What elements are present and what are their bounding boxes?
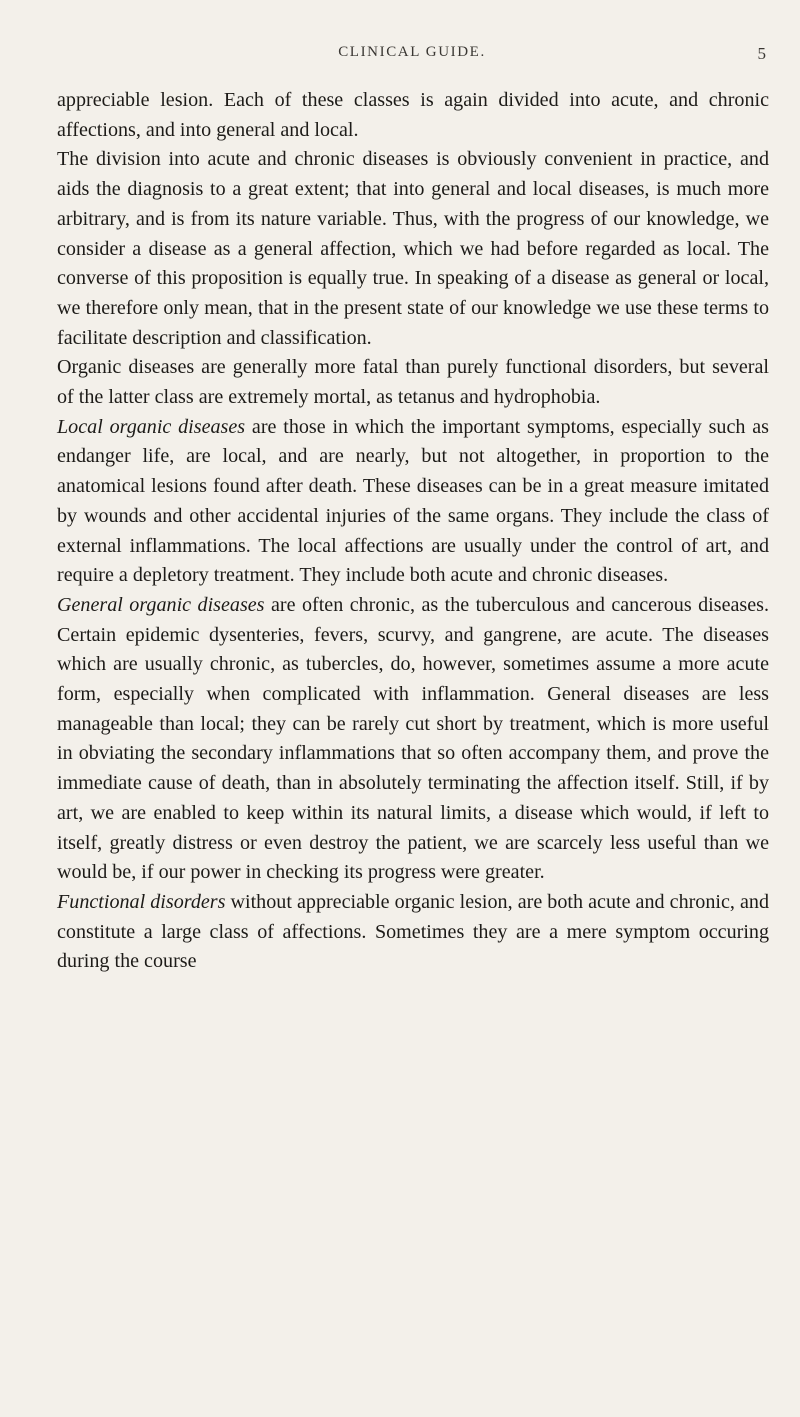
paragraph-text: are those in which the important symptoms, especially such as endanger life, are local, and are nearly, but not altogether, in proportion to the anatomical lesions found after death. These diseases can be in a great measure imitated by wounds and other accidental injuries of the same organs. They include the class of external inflammations. The local affections are usually under the control of art, and require a depletory treatment. They include both acute and chronic diseases. <box>57 415 769 587</box>
paragraph-lead-term: Functional disorders <box>57 890 226 913</box>
paragraph <box>57 353 769 412</box>
paragraph-lead-term: Local organic diseases <box>57 415 246 438</box>
paragraph <box>57 888 769 977</box>
paragraph <box>57 145 769 353</box>
paragraph-text: without appreciable organic lesion, are both acute and chronic, and constitute a large class of affections. Sometimes they are a mere symptom occuring during the course <box>57 890 770 973</box>
paragraph-text: The division into acute and chronic diseases is obviously convenient in practice, and aids the diagnosis to a great extent; that into general and local diseases, is much more arbitrary, and is from its nature variable. Thus, with the progress of our knowledge, we consider a disease as a general affection, which we had before regarded as local. The converse of this proposition is equally true. In speaking of a disease as general or local, we therefore only mean, that in the present state of our knowledge we use these terms to facilitate description and classification. <box>57 148 769 349</box>
paragraph <box>57 86 769 145</box>
body-text <box>57 86 769 977</box>
paragraph-text: are often chronic, as the tuberculous and cancerous diseases. Certain epidemic dysenteries, fevers, scurvy, and gangrene, are acute. The diseases which are usually chronic, as tubercles, do, however, sometimes assume a more acute form, especially when complicated with inflammation. General diseases are less manageable than local; they can be rarely cut short by treatment, which is more useful in obviating the secondary inflammations that so often accompany them, and prove the immediate cause of death, than in absolutely terminating the affection itself. Still, if by art, we are enabled to keep within its natural limits, a disease which would, if left to itself, greatly distress or even destroy the patient, we are scarcely less useful than we would be, if our power in checking its progress were greater. <box>57 593 769 884</box>
paragraph <box>57 413 769 591</box>
page-number: 5 <box>757 44 766 63</box>
paragraph <box>57 591 769 888</box>
paragraph-text: Organic diseases are generally more fatal than purely functional disorders, but several of the latter class are extremely mortal, as tetanus and hydrophobia. <box>57 356 769 409</box>
paragraph-text: appreciable lesion. Each of these classes is again divided into acute, and chronic affections, and into general and local. <box>57 89 769 141</box>
running-title: CLINICAL GUIDE. <box>338 44 486 60</box>
running-head <box>58 44 766 68</box>
paragraph-lead-term: General organic diseases <box>57 593 265 616</box>
